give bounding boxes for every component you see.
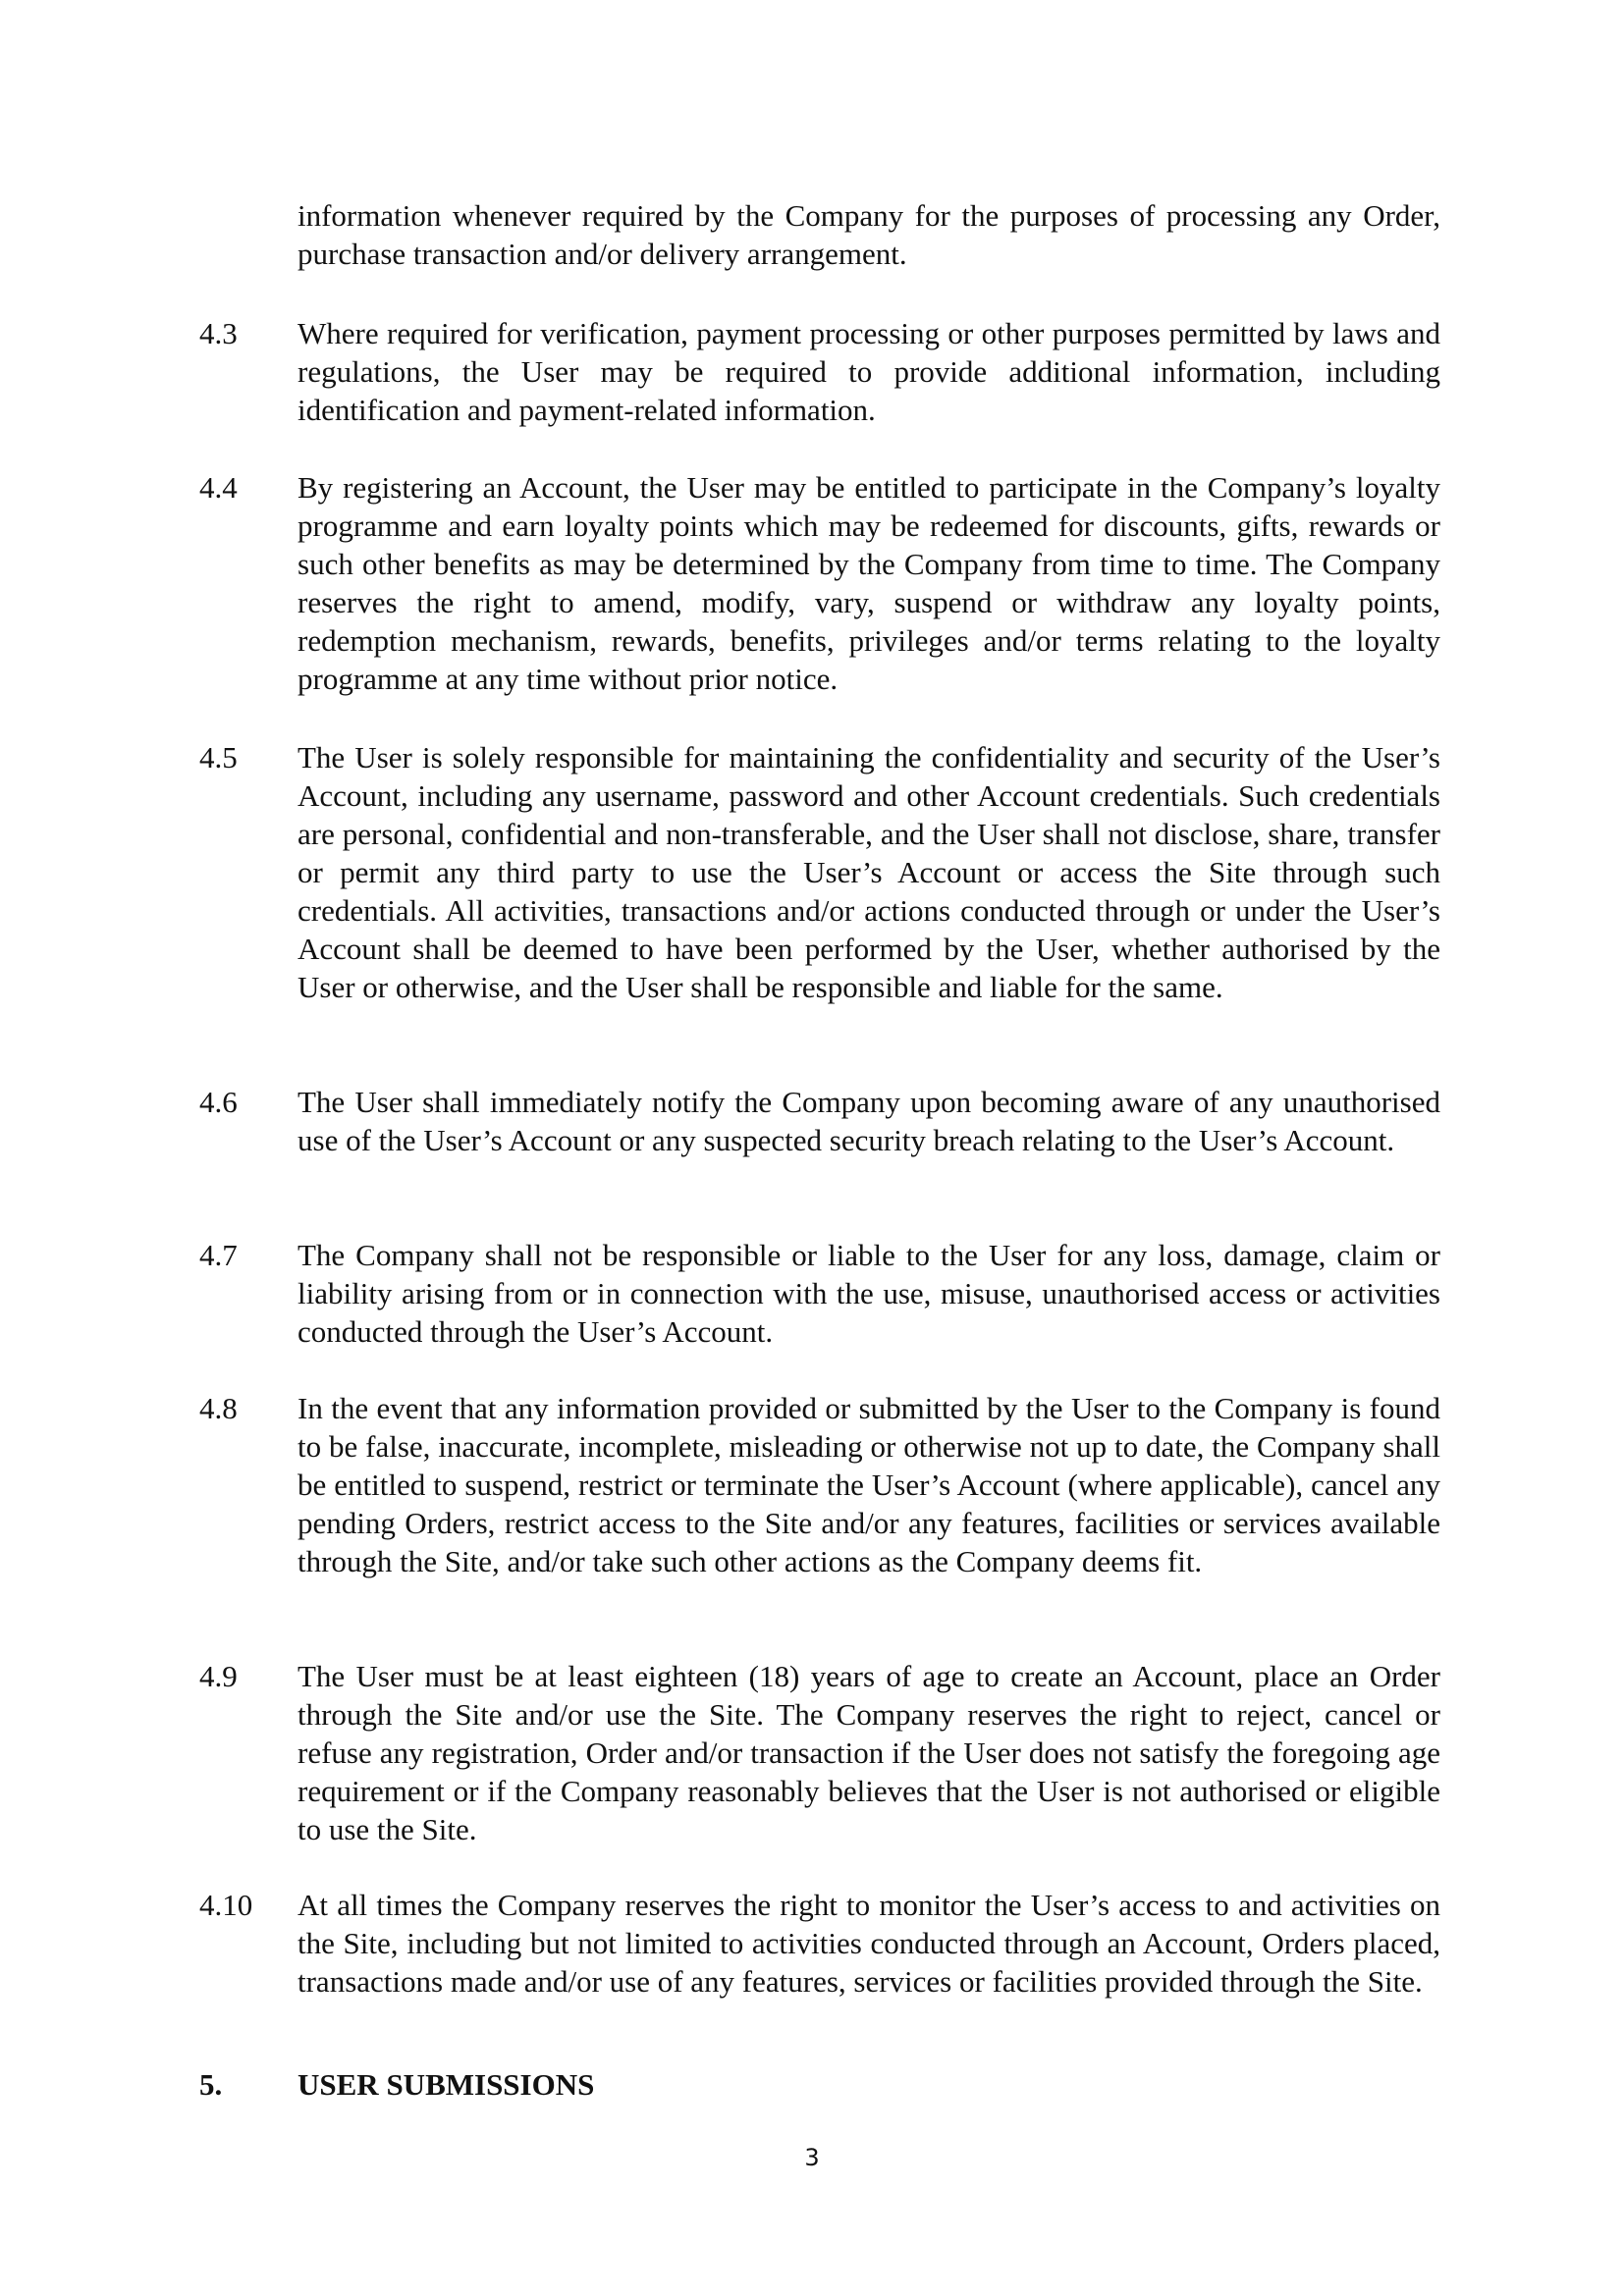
section-heading: [199, 2065, 594, 2104]
clause-text: In the event that any information provided or submitted by the User to the Company is found to be false, inaccurate, incomplete, misleading or otherwise not up to date, the Company shall be entitled to suspend, restrict or terminate the User’s Account (where applicable), cancel any pending Orders, restrict access to the Site and/or any features, facilities or services available through the Site, and/or take such other actions as the Company deems fit.: [298, 1391, 1440, 1578]
clause-4-6: [199, 1083, 1440, 1159]
clause-number: 4.7: [199, 1238, 238, 1272]
clause-4-4: [199, 468, 1440, 698]
clause-text: The User is solely responsible for maintaining the confidentiality and security of the User’s Account, including any username, password and other Account credentials. Such credentials are personal, confidential and non-transferable, and the User shall not disclose, share, transfer or permit any third party to use the User’s Account or access the Site through such credentials. All activities, transactions and/or actions conducted through or under the User’s Account shall be deemed to have been performed by the User, whether authorised by the User or otherwise, and the User shall be responsible and liable for the same.: [298, 740, 1440, 1004]
section-number: 5.: [199, 2067, 223, 2102]
clause-number: 4.6: [199, 1085, 238, 1119]
clause-4-10: [199, 1886, 1440, 2001]
clause-4-9: [199, 1657, 1440, 1848]
clause-text: The User must be at least eighteen (18) years of age to create an Account, place an Order through the Site and/or use the Site. The Company reserves the right to reject, cancel or refuse any registration, Order and/or transaction if the User does not satisfy the foregoing age requirement or if the Company reasonably believes that the User is not authorised or eligible to use the Site.: [298, 1659, 1440, 1846]
clause-number: 4.4: [199, 470, 238, 505]
page-number: 3: [804, 2144, 820, 2171]
clause-text: The Company shall not be responsible or liable to the User for any loss, damage, claim or liability arising from or in connection with the use, misuse, unauthorised access or activities conducted through the User’s Account.: [298, 1238, 1440, 1349]
clause-text: By registering an Account, the User may be entitled to participate in the Company’s loyalty programme and earn loyalty points which may be redeemed for discounts, gifts, rewards or such other benefits as may be determined by the Company from time to time. The Company reserves the right to amend, modify, vary, suspend or withdraw any loyalty points, redemption mechanism, rewards, benefits, privileges and/or terms relating to the loyalty programme at any time without prior notice.: [298, 470, 1440, 696]
section-title: USER SUBMISSIONS: [298, 2067, 595, 2102]
clause-number: 4.3: [199, 316, 238, 350]
clause-text: Where required for verification, payment processing or other purposes permitted by laws and regulations, the User may be required to provide additional information, including identification and payment-related information.: [298, 316, 1440, 427]
clause-number: 4.5: [199, 740, 238, 774]
clause-4-8: [199, 1389, 1440, 1580]
clause-4-3: [199, 314, 1440, 429]
continued-paragraph: information whenever required by the Company for the purposes of processing any Order, purchase transaction and/or delivery arrangement.: [298, 198, 1440, 271]
clause-text: The User shall immediately notify the Company upon becoming aware of any unauthorised use of the User’s Account or any suspected security breach relating to the User’s Account.: [298, 1085, 1440, 1157]
clause-text: At all times the Company reserves the right to monitor the User’s access to and activities on the Site, including but not limited to activities conducted through an Account, Orders placed, transactions made and/or use of any features, services or facilities provided through the Site.: [298, 1888, 1440, 1999]
clause-4-7: [199, 1236, 1440, 1351]
clause-4-5: [199, 738, 1440, 1006]
clause-number: 4.10: [199, 1888, 253, 1922]
clause-number: 4.8: [199, 1391, 238, 1425]
clause-number: 4.9: [199, 1659, 238, 1693]
